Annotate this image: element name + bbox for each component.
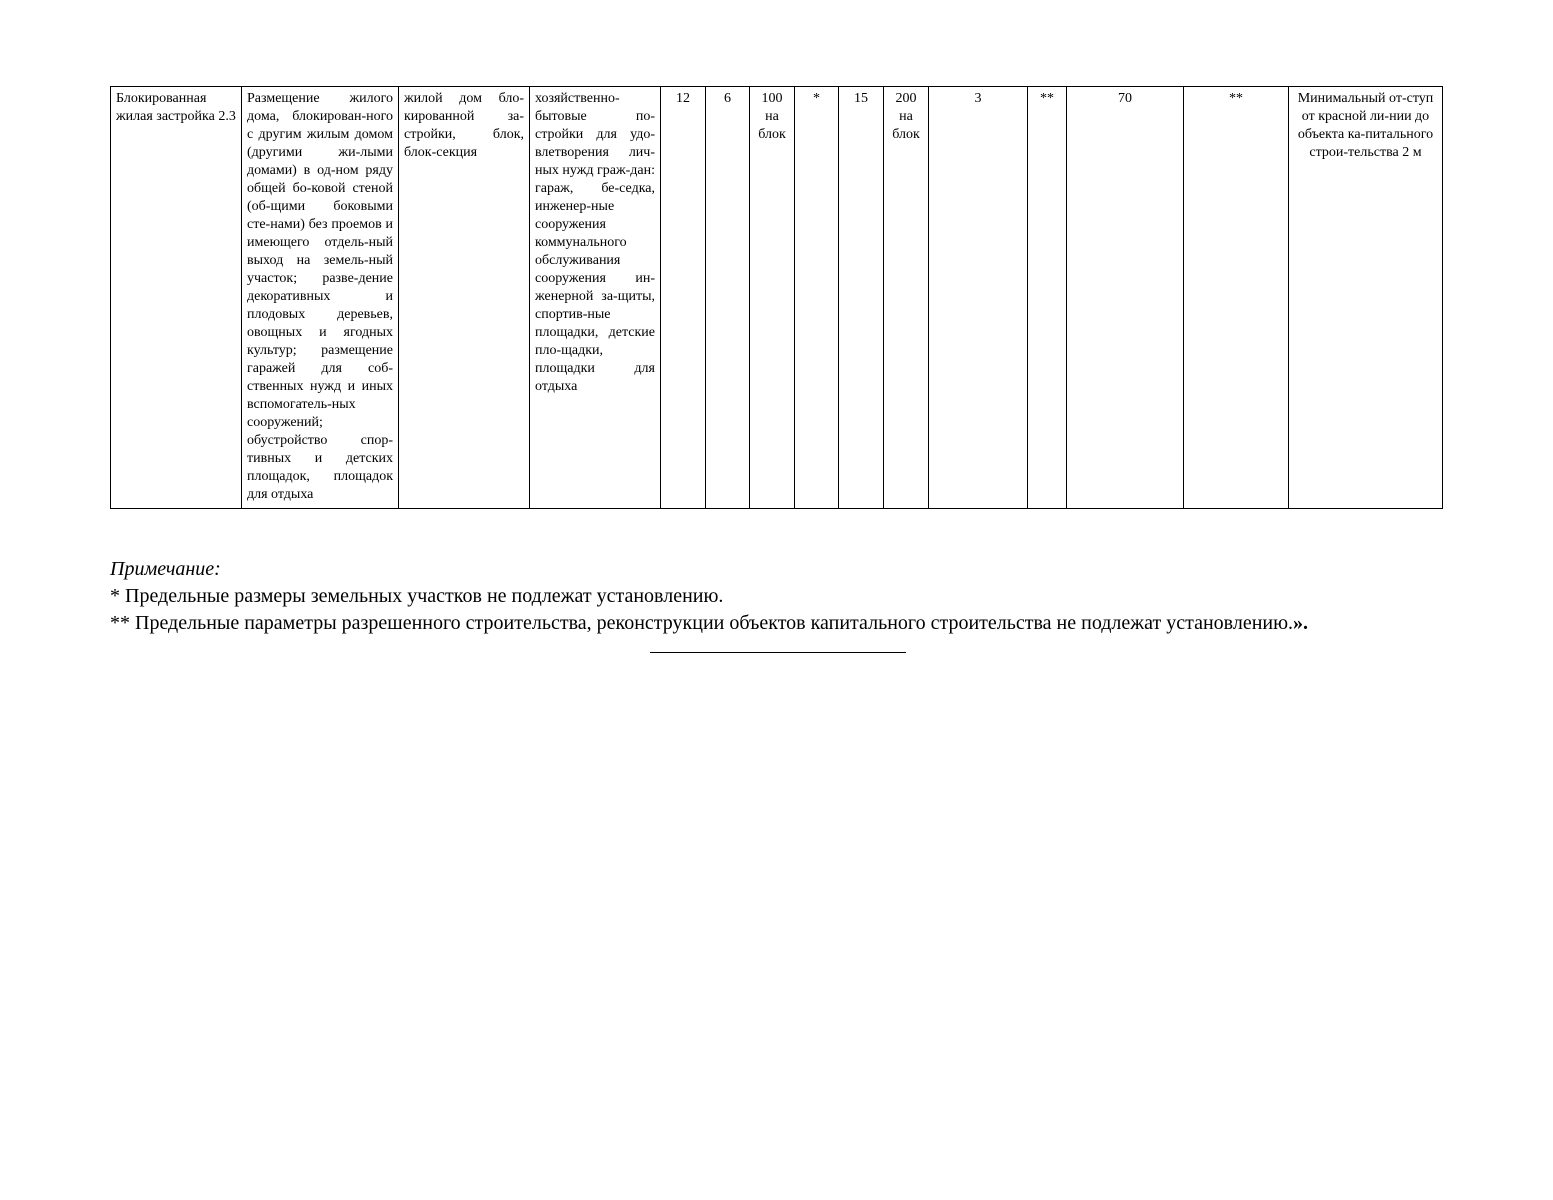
cell-use-name: Блокированная жилая застройка 2.3 (111, 87, 242, 509)
cell-objects: жилой дом бло-кированной за-стройки, блок, блок-секция (399, 87, 530, 509)
cell-remark: Минимальный от-ступ от красной ли-нии до объекта ка-питального строи-тельства 2 м (1289, 87, 1443, 509)
cell-value-13: 70 (1067, 87, 1184, 509)
cell-value-12: ** (1028, 87, 1067, 509)
cell-value-11: 3 (929, 87, 1028, 509)
end-divider-line (650, 652, 906, 653)
note-1: * Предельные размеры земельных участков не подлежат установлению. (110, 585, 724, 607)
cell-description: Размещение жилого дома, блокирован-ного с другим жилым домом (другими жи-лыми домами) в од-ном ряду общей бо-ковой стеной (об-щими боковыми сте-нами) без проемов и имеющего отдель-ный выход на земель-ный участок; разве-дение декоративных и плодовых деревьев, овощных и ягодных культур; размещение гаражей для соб-ственных нужд и иных вспомогатель-ных сооружений; обустройство спор-тивных и детских площадок, площадок для отдыха (242, 87, 399, 509)
closing-quote: ». (1293, 612, 1309, 634)
cell-value-14: ** (1184, 87, 1289, 509)
cell-value-6: 6 (706, 87, 750, 509)
cell-value-5: 12 (661, 87, 706, 509)
cell-value-8: * (795, 87, 839, 509)
table-row (111, 87, 1443, 509)
cell-value-10: 200 на блок (884, 87, 929, 509)
cell-value-9: 15 (839, 87, 884, 509)
note-2: ** Предельные параметры разрешенного строительства, реконструкции объектов капитального строительства не подлежат установлению. (110, 612, 1294, 634)
notes-title: Примечание: (110, 558, 221, 580)
note-2-line (110, 610, 1450, 637)
notes-section (110, 556, 1450, 637)
regulations-table (110, 86, 1443, 509)
cell-auxiliary: хозяйственно-бытовые по-стройки для удо-влетворения лич-ных нужд граж-дан: гараж, бе-седка, инженер-ные сооружения коммунального обслуживания сооружения ин-женерной за-щиты, спортив-ные площадки, детские пло-щадки, площадки для отдыха (530, 87, 661, 509)
cell-value-7: 100 на блок (750, 87, 795, 509)
